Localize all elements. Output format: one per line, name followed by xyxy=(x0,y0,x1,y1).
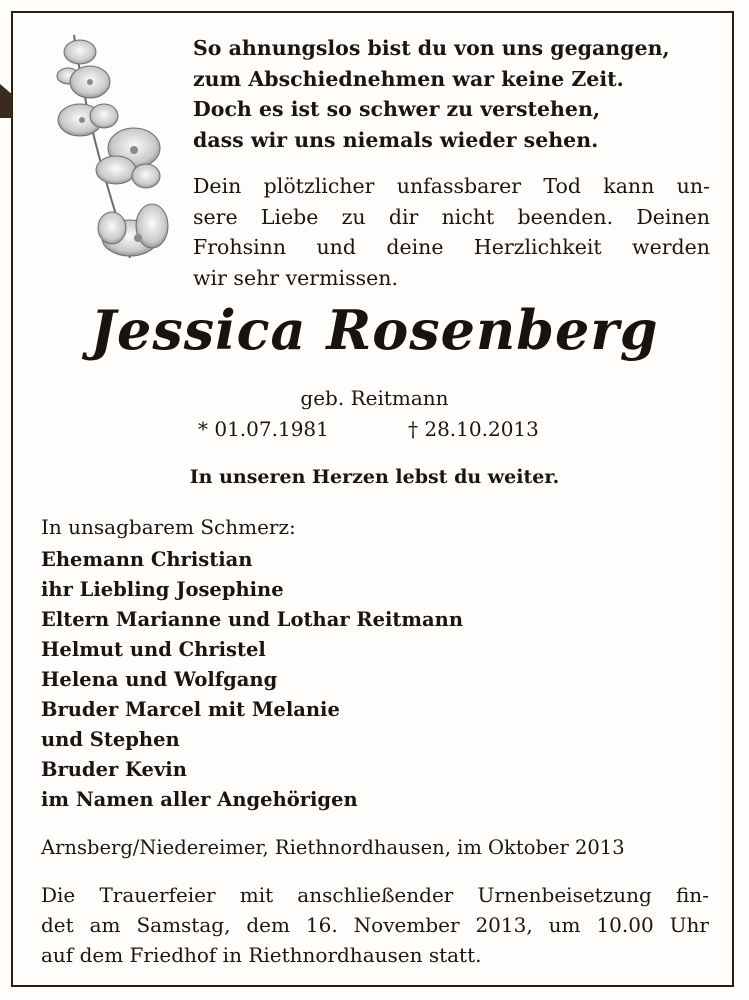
word: 2013, xyxy=(475,913,533,937)
tribute-text xyxy=(193,171,710,293)
maiden-name: geb. Reitmann xyxy=(300,386,449,410)
mourners-intro: In unsagbarem Schmerz: xyxy=(41,515,296,539)
word: werden xyxy=(632,235,710,260)
mourner-entry: Helena und Wolfgang xyxy=(41,668,278,691)
word: Samstag, xyxy=(136,913,231,937)
service-line xyxy=(41,910,709,940)
word: nicht xyxy=(441,204,495,229)
mourner-entry: Eltern Marianne und Lothar Reitmann xyxy=(41,608,464,631)
word: dir xyxy=(388,204,419,229)
word: Trauerfeier xyxy=(99,883,216,907)
service-line: auf dem Friedhof in Riethnordhausen statt. xyxy=(41,943,482,967)
word: und xyxy=(316,235,356,260)
poem-line: dass wir uns niemals wieder sehen. xyxy=(193,127,599,152)
tribute-line xyxy=(193,171,710,202)
word: anschließender xyxy=(297,883,454,907)
word: Urnenbeisetzung xyxy=(477,883,652,907)
word: 16. xyxy=(305,913,338,937)
mourner-entry: Ehemann Christian xyxy=(41,548,253,571)
word: Tod xyxy=(543,174,581,198)
word: Liebe xyxy=(260,204,319,229)
mourners-list xyxy=(41,545,463,815)
word: zu xyxy=(341,204,366,229)
mourner-entry: ihr Liebling Josephine xyxy=(41,578,284,601)
word: un- xyxy=(676,174,710,198)
word: unfassbarer xyxy=(396,174,522,198)
word: dem xyxy=(246,913,290,937)
word: Uhr xyxy=(669,913,709,937)
word: plötzlicher xyxy=(263,174,375,198)
deceased-name: Jessica Rosenberg xyxy=(90,298,659,362)
word: November xyxy=(353,913,460,937)
poem-line: Doch es ist so schwer zu verstehen, xyxy=(193,97,601,122)
service-info xyxy=(41,880,709,970)
word: beenden. xyxy=(517,204,614,229)
service-line xyxy=(41,880,709,910)
orchid-branch-icon xyxy=(34,30,174,270)
motto: In unseren Herzen lebst du weiter. xyxy=(189,466,560,488)
word: kann xyxy=(603,174,655,198)
word: um xyxy=(548,913,581,937)
word: fin- xyxy=(675,883,709,907)
poem-line: So ahnungslos bist du von uns gegangen, xyxy=(193,36,670,60)
birth-date: * 01.07.1981 xyxy=(198,417,329,441)
mourner-entry: Bruder Kevin xyxy=(41,758,187,781)
word: det xyxy=(41,913,74,937)
word: Dein xyxy=(193,174,242,198)
word: mit xyxy=(239,883,274,907)
tribute-line: wir sehr vermissen. xyxy=(193,265,398,290)
tribute-line xyxy=(193,232,710,263)
poem-line: zum Abschiednehmen war keine Zeit. xyxy=(193,66,624,91)
mourner-entry: im Namen aller Angehörigen xyxy=(41,788,358,811)
word: Die xyxy=(41,883,76,907)
mourner-entry: Helmut und Christel xyxy=(41,638,266,661)
word: sere xyxy=(193,204,238,229)
mourner-entry: Bruder Marcel mit Melanie xyxy=(41,698,340,721)
poem xyxy=(193,33,713,155)
word: Frohsinn xyxy=(193,235,287,260)
mourner-entry: und Stephen xyxy=(41,728,180,751)
word: Herzlichkeit xyxy=(473,235,602,260)
place-date: Arnsberg/Niedereimer, Riethnordhausen, im Oktober 2013 xyxy=(41,836,625,859)
tribute-line xyxy=(193,202,710,233)
word: 10.00 xyxy=(596,913,654,937)
word: Deinen xyxy=(636,204,710,229)
word: deine xyxy=(386,235,444,260)
word: am xyxy=(89,913,121,937)
death-date: † 28.10.2013 xyxy=(408,417,539,441)
